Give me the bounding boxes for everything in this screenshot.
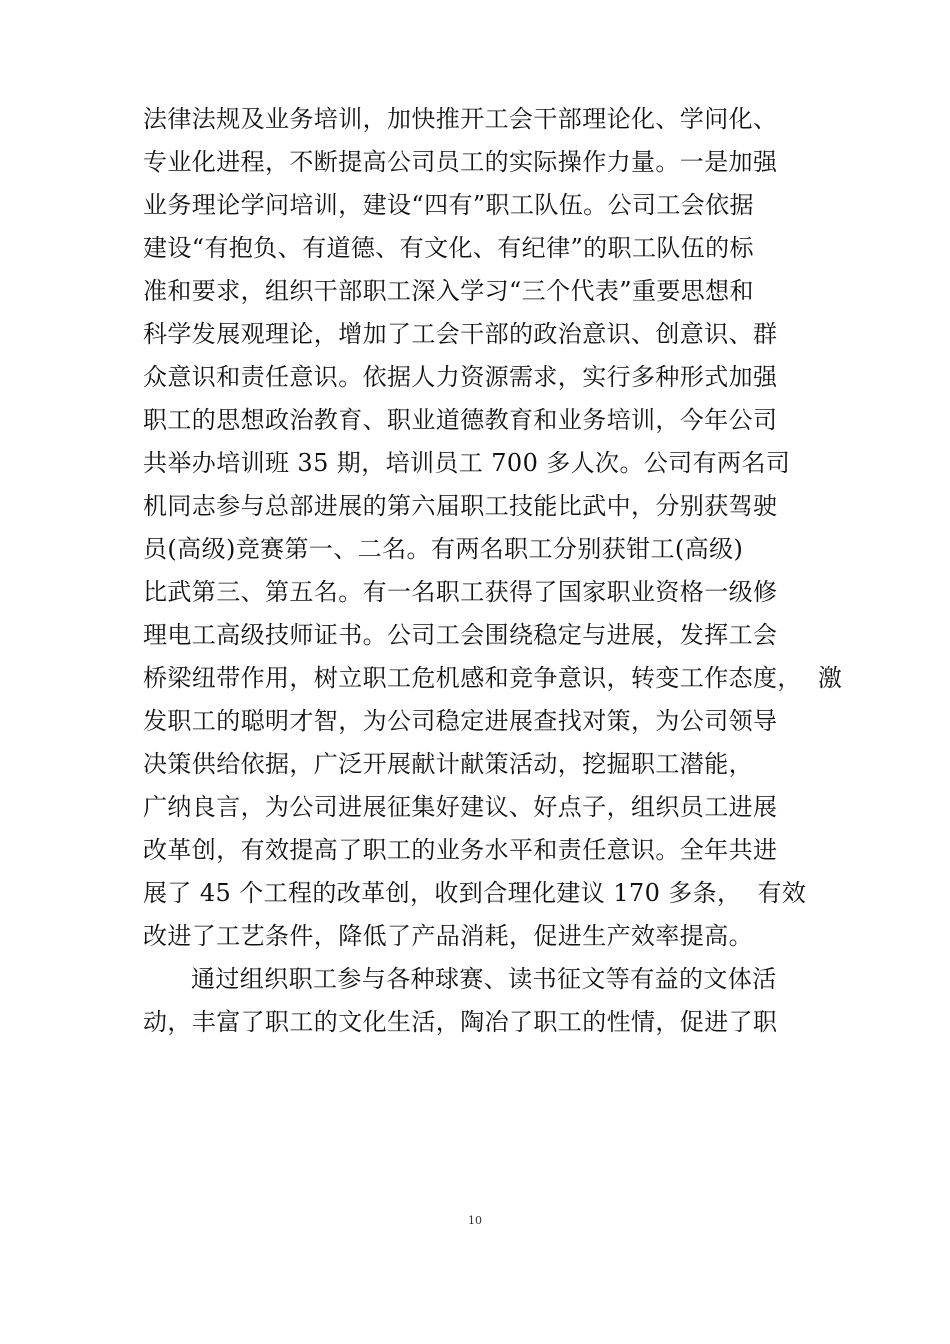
text-line: 专业化进程，不断提高公司员工的实际操作力量。一是加强 [143, 148, 778, 176]
paragraph-2 [143, 958, 823, 1044]
text-line: 建设“有抱负、有道德、有文化、有纪律”的职工队伍的标 [143, 234, 754, 262]
text-line: 共举办培训班 35 期，培训员工 700 多人次。公司有两名司 [143, 449, 791, 477]
text-line: 科学发展观理论，增加了工会干部的政治意识、创意识、群 [143, 320, 778, 348]
text-line: 理电工高级技师证书。公司工会围绕稳定与进展，发挥工会 [143, 621, 778, 649]
text-line: 桥梁纽带作用，树立职工危机感和竞争意识，转变工作态度， 激 [143, 664, 843, 692]
text-line: 比武第三、第五名。有一名职工获得了国家职业资格一级修 [143, 578, 778, 606]
document-body [143, 98, 843, 1044]
text-line: 准和要求，组织干部职工深入学习“三个代表”重要思想和 [143, 277, 754, 305]
text-line: 众意识和责任意识。依据人力资源需求，实行多种形式加强 [143, 363, 778, 391]
text-line: 改进了工艺条件，降低了产品消耗，促进生产效率提高。 [143, 922, 753, 950]
text-line: 职工的思想政治教育、职业道德教育和业务培训，今年公司 [143, 406, 778, 434]
text-line: 动，丰富了职工的文化生活，陶冶了职工的性情，促进了职 [143, 1008, 778, 1036]
page-number: 10 [468, 1214, 482, 1227]
text-line: 展了 45 个工程的改革创，收到合理化建议 170 多条， 有效 [143, 879, 807, 907]
text-line: 员(高级)竞赛第一、二名。有两名职工分别获钳工(高级) [143, 535, 744, 563]
paragraph-1 [143, 98, 843, 958]
text-line: 机同志参与总部进展的第六届职工技能比武中，分别获驾驶 [143, 492, 778, 520]
text-line: 通过组织职工参与各种球赛、读书征文等有益的文体活 [191, 965, 777, 993]
text-line: 发职工的聪明才智，为公司稳定进展查找对策，为公司领导 [143, 707, 778, 735]
text-line: 决策供给依据，广泛开展献计献策活动，挖掘职工潜能， [143, 750, 753, 778]
text-line: 业务理论学问培训，建设“四有”职工队伍。公司工会依据 [143, 191, 754, 219]
text-line: 改革创，有效提高了职工的业务水平和责任意识。全年共进 [143, 836, 778, 864]
text-line: 广纳良言，为公司进展征集好建议、好点子，组织员工进展 [143, 793, 778, 821]
text-line: 法律法规及业务培训，加快推开工会干部理论化、学问化、 [143, 105, 778, 133]
